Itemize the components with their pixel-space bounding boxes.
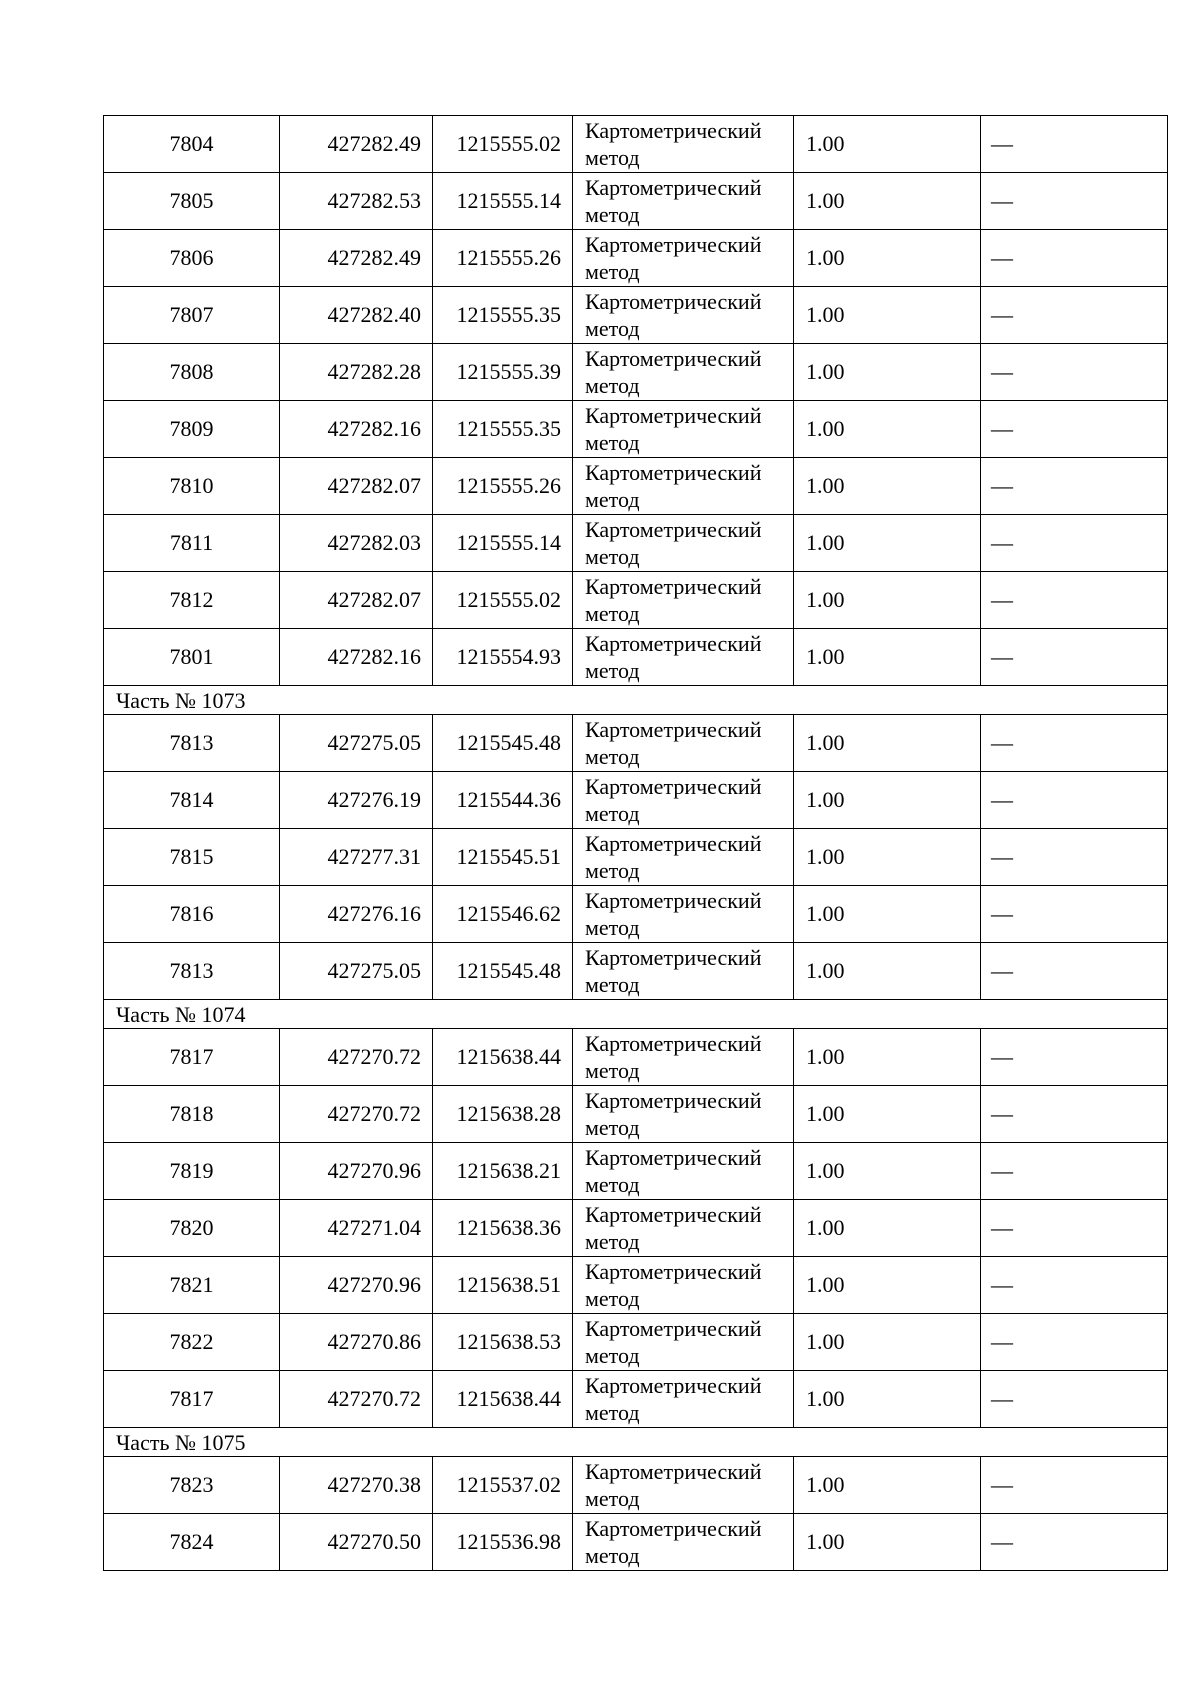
y-coordinate-cell: 1215555.02 (433, 572, 573, 629)
method-cell (573, 1314, 794, 1371)
method-cell (573, 772, 794, 829)
description-cell: — (981, 230, 1168, 287)
y-coordinate-cell: 1215537.02 (433, 1457, 573, 1514)
method-text-line1: Картометрический (585, 1316, 762, 1341)
method-cell (573, 572, 794, 629)
x-coordinate-cell: 427270.72 (280, 1371, 433, 1428)
method-text-line1: Картометрический (585, 945, 762, 970)
method-text-line1: Картометрический (585, 631, 762, 656)
part-label: Часть № 1074 (104, 1000, 1168, 1029)
y-coordinate-cell: 1215638.51 (433, 1257, 573, 1314)
accuracy-cell: 1.00 (794, 1314, 981, 1371)
description-cell: — (981, 886, 1168, 943)
method-cell (573, 1200, 794, 1257)
point-number-cell: 7809 (104, 401, 280, 458)
table-row (104, 1143, 1168, 1200)
y-coordinate-cell: 1215545.48 (433, 715, 573, 772)
accuracy-cell: 1.00 (794, 1371, 981, 1428)
accuracy-cell: 1.00 (794, 1200, 981, 1257)
table-row (104, 715, 1168, 772)
x-coordinate-cell: 427282.16 (280, 401, 433, 458)
accuracy-cell: 1.00 (794, 1514, 981, 1571)
x-coordinate-cell: 427282.07 (280, 572, 433, 629)
part-header-row (104, 1428, 1168, 1457)
point-number-cell: 7823 (104, 1457, 280, 1514)
description-cell: — (981, 458, 1168, 515)
method-text-line2: метод (585, 145, 640, 170)
method-text-line2: метод (585, 1343, 640, 1368)
method-cell (573, 1514, 794, 1571)
method-text-line1: Картометрический (585, 888, 762, 913)
x-coordinate-cell: 427270.72 (280, 1029, 433, 1086)
method-text-line1: Картометрический (585, 1088, 762, 1113)
method-cell (573, 401, 794, 458)
point-number-cell: 7801 (104, 629, 280, 686)
point-number-cell: 7818 (104, 1086, 280, 1143)
method-text-line2: метод (585, 259, 640, 284)
method-cell (573, 287, 794, 344)
table-row (104, 1514, 1168, 1571)
accuracy-cell: 1.00 (794, 629, 981, 686)
accuracy-cell: 1.00 (794, 829, 981, 886)
method-text-line2: метод (585, 858, 640, 883)
point-number-cell: 7807 (104, 287, 280, 344)
method-cell (573, 1086, 794, 1143)
table-row (104, 1200, 1168, 1257)
y-coordinate-cell: 1215545.48 (433, 943, 573, 1000)
description-cell: — (981, 1314, 1168, 1371)
x-coordinate-cell: 427282.53 (280, 173, 433, 230)
method-text-line2: метод (585, 373, 640, 398)
x-coordinate-cell: 427277.31 (280, 829, 433, 886)
table-row (104, 458, 1168, 515)
method-cell (573, 116, 794, 173)
method-cell (573, 1143, 794, 1200)
method-text-line1: Картометрический (585, 346, 762, 371)
method-cell (573, 1457, 794, 1514)
point-number-cell: 7817 (104, 1029, 280, 1086)
method-text-line1: Картометрический (585, 1259, 762, 1284)
description-cell: — (981, 1371, 1168, 1428)
coordinates-table (103, 115, 1168, 1571)
table-row (104, 1457, 1168, 1514)
accuracy-cell: 1.00 (794, 401, 981, 458)
table-row (104, 287, 1168, 344)
method-text-line1: Картометрический (585, 175, 762, 200)
table-row (104, 230, 1168, 287)
method-text-line1: Картометрический (585, 1516, 762, 1541)
x-coordinate-cell: 427276.19 (280, 772, 433, 829)
table-row (104, 572, 1168, 629)
method-text-line1: Картометрический (585, 1202, 762, 1227)
x-coordinate-cell: 427271.04 (280, 1200, 433, 1257)
table-row (104, 173, 1168, 230)
y-coordinate-cell: 1215536.98 (433, 1514, 573, 1571)
point-number-cell: 7815 (104, 829, 280, 886)
method-cell (573, 515, 794, 572)
coordinates-table-body (104, 116, 1168, 1571)
accuracy-cell: 1.00 (794, 943, 981, 1000)
method-text-line2: метод (585, 202, 640, 227)
accuracy-cell: 1.00 (794, 1457, 981, 1514)
table-row (104, 1086, 1168, 1143)
method-text-line1: Картометрический (585, 1373, 762, 1398)
method-cell (573, 1257, 794, 1314)
x-coordinate-cell: 427282.40 (280, 287, 433, 344)
y-coordinate-cell: 1215555.14 (433, 173, 573, 230)
point-number-cell: 7817 (104, 1371, 280, 1428)
accuracy-cell: 1.00 (794, 886, 981, 943)
accuracy-cell: 1.00 (794, 1086, 981, 1143)
table-row (104, 344, 1168, 401)
x-coordinate-cell: 427282.03 (280, 515, 433, 572)
method-text-line1: Картометрический (585, 831, 762, 856)
method-text-line2: метод (585, 544, 640, 569)
accuracy-cell: 1.00 (794, 1029, 981, 1086)
method-cell (573, 629, 794, 686)
x-coordinate-cell: 427282.07 (280, 458, 433, 515)
method-text-line1: Картометрический (585, 517, 762, 542)
y-coordinate-cell: 1215554.93 (433, 629, 573, 686)
table-row (104, 629, 1168, 686)
method-cell (573, 344, 794, 401)
part-header-row (104, 686, 1168, 715)
method-text-line2: метод (585, 801, 640, 826)
table-row (104, 116, 1168, 173)
method-cell (573, 1371, 794, 1428)
method-text-line2: метод (585, 1286, 640, 1311)
description-cell: — (981, 1514, 1168, 1571)
y-coordinate-cell: 1215544.36 (433, 772, 573, 829)
table-row (104, 829, 1168, 886)
table-row (104, 886, 1168, 943)
accuracy-cell: 1.00 (794, 230, 981, 287)
description-cell: — (981, 344, 1168, 401)
method-cell (573, 1029, 794, 1086)
point-number-cell: 7804 (104, 116, 280, 173)
description-cell: — (981, 629, 1168, 686)
y-coordinate-cell: 1215555.26 (433, 230, 573, 287)
method-cell (573, 715, 794, 772)
y-coordinate-cell: 1215638.21 (433, 1143, 573, 1200)
point-number-cell: 7811 (104, 515, 280, 572)
method-text-line2: метод (585, 430, 640, 455)
point-number-cell: 7822 (104, 1314, 280, 1371)
x-coordinate-cell: 427282.49 (280, 116, 433, 173)
table-row (104, 943, 1168, 1000)
point-number-cell: 7810 (104, 458, 280, 515)
description-cell: — (981, 772, 1168, 829)
table-row (104, 1314, 1168, 1371)
description-cell: — (981, 829, 1168, 886)
y-coordinate-cell: 1215638.53 (433, 1314, 573, 1371)
method-text-line2: метод (585, 601, 640, 626)
x-coordinate-cell: 427282.28 (280, 344, 433, 401)
method-text-line1: Картометрический (585, 774, 762, 799)
y-coordinate-cell: 1215546.62 (433, 886, 573, 943)
y-coordinate-cell: 1215555.02 (433, 116, 573, 173)
point-number-cell: 7821 (104, 1257, 280, 1314)
description-cell: — (981, 715, 1168, 772)
table-row (104, 1029, 1168, 1086)
method-text-line2: метод (585, 658, 640, 683)
description-cell: — (981, 1457, 1168, 1514)
table-row (104, 1371, 1168, 1428)
description-cell: — (981, 1257, 1168, 1314)
method-cell (573, 230, 794, 287)
description-cell: — (981, 1086, 1168, 1143)
method-text-line2: метод (585, 744, 640, 769)
y-coordinate-cell: 1215638.44 (433, 1371, 573, 1428)
method-text-line2: метод (585, 1486, 640, 1511)
x-coordinate-cell: 427270.96 (280, 1257, 433, 1314)
accuracy-cell: 1.00 (794, 344, 981, 401)
point-number-cell: 7808 (104, 344, 280, 401)
point-number-cell: 7813 (104, 943, 280, 1000)
accuracy-cell: 1.00 (794, 116, 981, 173)
method-text-line1: Картометрический (585, 717, 762, 742)
accuracy-cell: 1.00 (794, 572, 981, 629)
x-coordinate-cell: 427282.49 (280, 230, 433, 287)
method-text-line1: Картометрический (585, 1031, 762, 1056)
x-coordinate-cell: 427270.50 (280, 1514, 433, 1571)
y-coordinate-cell: 1215545.51 (433, 829, 573, 886)
method-cell (573, 829, 794, 886)
point-number-cell: 7813 (104, 715, 280, 772)
point-number-cell: 7816 (104, 886, 280, 943)
description-cell: — (981, 515, 1168, 572)
table-row (104, 772, 1168, 829)
x-coordinate-cell: 427276.16 (280, 886, 433, 943)
description-cell: — (981, 1200, 1168, 1257)
description-cell: — (981, 572, 1168, 629)
method-text-line2: метод (585, 972, 640, 997)
description-cell: — (981, 401, 1168, 458)
method-text-line1: Картометрический (585, 403, 762, 428)
method-text-line1: Картометрический (585, 232, 762, 257)
method-text-line2: метод (585, 1058, 640, 1083)
description-cell: — (981, 116, 1168, 173)
x-coordinate-cell: 427275.05 (280, 943, 433, 1000)
method-text-line1: Картометрический (585, 574, 762, 599)
accuracy-cell: 1.00 (794, 515, 981, 572)
y-coordinate-cell: 1215555.39 (433, 344, 573, 401)
description-cell: — (981, 1143, 1168, 1200)
point-number-cell: 7814 (104, 772, 280, 829)
part-header-row (104, 1000, 1168, 1029)
x-coordinate-cell: 427270.38 (280, 1457, 433, 1514)
x-coordinate-cell: 427275.05 (280, 715, 433, 772)
method-cell (573, 886, 794, 943)
table-row (104, 1257, 1168, 1314)
x-coordinate-cell: 427282.16 (280, 629, 433, 686)
method-cell (573, 173, 794, 230)
method-text-line1: Картометрический (585, 460, 762, 485)
y-coordinate-cell: 1215638.44 (433, 1029, 573, 1086)
x-coordinate-cell: 427270.96 (280, 1143, 433, 1200)
accuracy-cell: 1.00 (794, 1143, 981, 1200)
method-text-line1: Картометрический (585, 289, 762, 314)
y-coordinate-cell: 1215555.26 (433, 458, 573, 515)
accuracy-cell: 1.00 (794, 772, 981, 829)
description-cell: — (981, 1029, 1168, 1086)
x-coordinate-cell: 427270.86 (280, 1314, 433, 1371)
table-row (104, 401, 1168, 458)
method-text-line1: Картометрический (585, 1459, 762, 1484)
description-cell: — (981, 173, 1168, 230)
point-number-cell: 7824 (104, 1514, 280, 1571)
table-row (104, 515, 1168, 572)
accuracy-cell: 1.00 (794, 173, 981, 230)
point-number-cell: 7806 (104, 230, 280, 287)
y-coordinate-cell: 1215555.14 (433, 515, 573, 572)
part-label: Часть № 1075 (104, 1428, 1168, 1457)
y-coordinate-cell: 1215555.35 (433, 287, 573, 344)
point-number-cell: 7805 (104, 173, 280, 230)
method-cell (573, 458, 794, 515)
method-text-line2: метод (585, 1400, 640, 1425)
accuracy-cell: 1.00 (794, 458, 981, 515)
point-number-cell: 7819 (104, 1143, 280, 1200)
y-coordinate-cell: 1215555.35 (433, 401, 573, 458)
description-cell: — (981, 287, 1168, 344)
y-coordinate-cell: 1215638.28 (433, 1086, 573, 1143)
method-text-line2: метод (585, 915, 640, 940)
accuracy-cell: 1.00 (794, 287, 981, 344)
method-text-line1: Картометрический (585, 118, 762, 143)
method-text-line2: метод (585, 316, 640, 341)
y-coordinate-cell: 1215638.36 (433, 1200, 573, 1257)
accuracy-cell: 1.00 (794, 1257, 981, 1314)
point-number-cell: 7820 (104, 1200, 280, 1257)
method-text-line1: Картометрический (585, 1145, 762, 1170)
method-cell (573, 943, 794, 1000)
method-text-line2: метод (585, 1115, 640, 1140)
method-text-line2: метод (585, 1229, 640, 1254)
part-label: Часть № 1073 (104, 686, 1168, 715)
point-number-cell: 7812 (104, 572, 280, 629)
x-coordinate-cell: 427270.72 (280, 1086, 433, 1143)
description-cell: — (981, 943, 1168, 1000)
method-text-line2: метод (585, 1172, 640, 1197)
method-text-line2: метод (585, 1543, 640, 1568)
accuracy-cell: 1.00 (794, 715, 981, 772)
method-text-line2: метод (585, 487, 640, 512)
